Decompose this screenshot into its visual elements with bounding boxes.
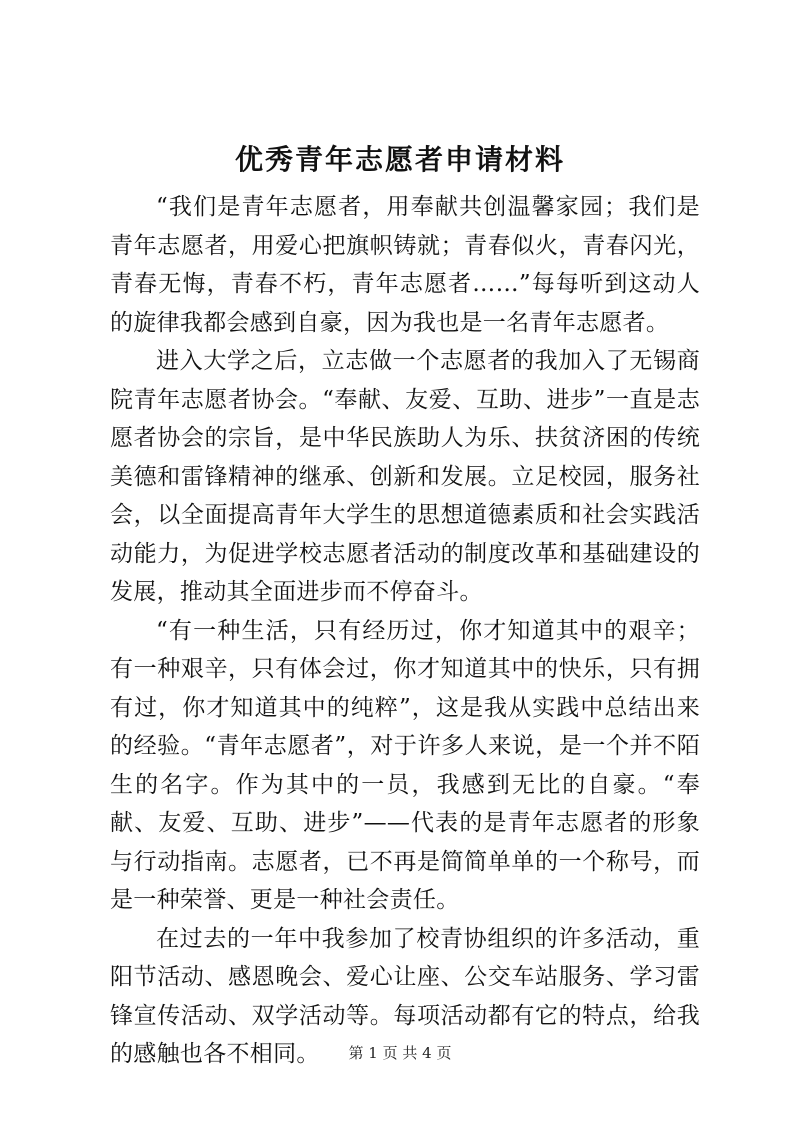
paragraph-1: “我们是青年志愿者，用奉献共创温馨家园；我们是青年志愿者，用爱心把旗帜铸就；青春似火，青春闪光，青春无悔，青春不朽，青年志愿者……”每每听到这动人的旋律我都会感到自豪，因为我也是一名青年志愿者。	[110, 194, 700, 336]
document-title: 优秀青年志愿者申请材料	[234, 143, 565, 176]
page-footer: 第 1 页 共 4 页	[348, 1044, 452, 1062]
paragraph-4: 在过去的一年中我参加了校青协组织的许多活动，重阳节活动、感恩晚会、爱心让座、公交车站服务、学习雷锋宣传活动、双学活动等。每项活动都有它的特点，给我的感触也各不相同。	[110, 925, 700, 1067]
document-body	[110, 188, 700, 1074]
paragraph-3: “有一种生活，只有经历过，你才知道其中的艰辛；有一种艰辛，只有体会过，你才知道其中的快乐，只有拥有过，你才知道其中的纯粹”，这是我从实践中总结出来的经验。“青年志愿者”，对于许多人来说，是一个并不陌生的名字。作为其中的一员，我感到无比的自豪。“奉献、友爱、互助、进步”——代表的是青年志愿者的形象与行动指南。志愿者，已不再是简简单单的一个称号，而是一种荣誉、更是一种社会责任。	[110, 617, 700, 913]
paragraph-2: 进入大学之后，立志做一个志愿者的我加入了无锡商院青年志愿者协会。“奉献、友爱、互助、进步”一直是志愿者协会的宗旨，是中华民族助人为乐、扶贫济困的传统美德和雷锋精神的继承、创新和发展。立足校园，服务社会，以全面提高青年大学生的思想道德素质和社会实践活动能力，为促进学校志愿者活动的制度改革和基础建设的发展，推动其全面进步而不停奋斗。	[110, 348, 700, 605]
